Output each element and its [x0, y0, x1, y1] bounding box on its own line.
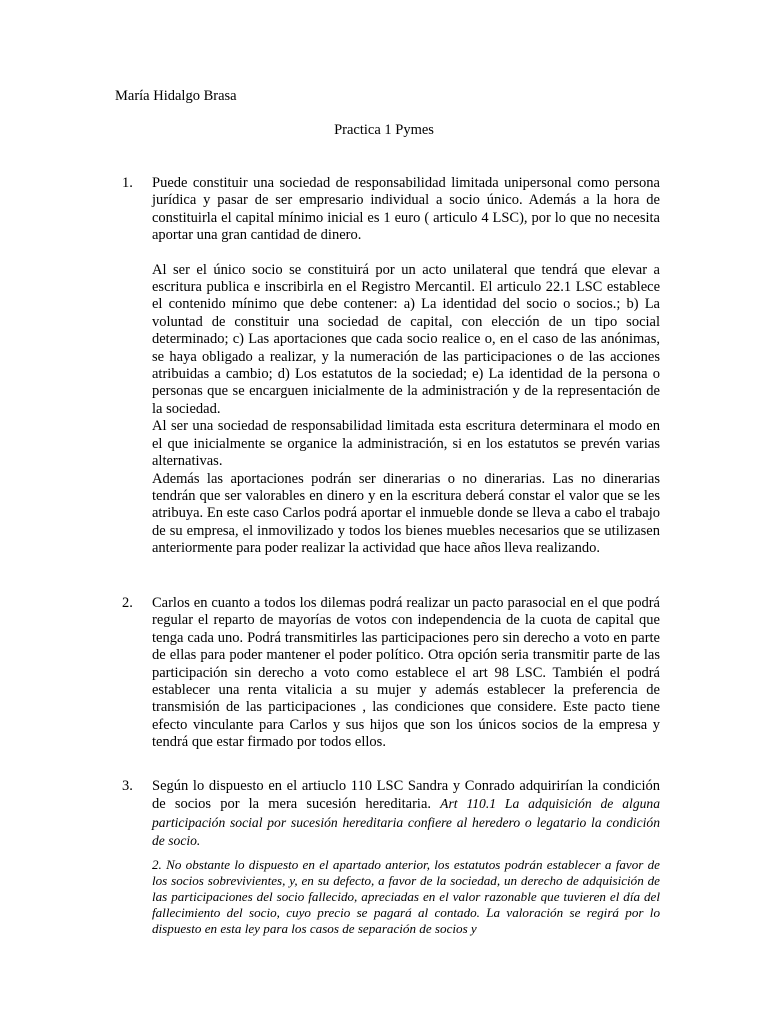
paragraph-text: Según lo dispuesto en el artiuclo 110 LSC Sandra y Conrado adquirirían la condición de socios por la mera sucesión hereditaria.	[152, 778, 660, 813]
paragraph: Además las aportaciones podrán ser dinerarias o no dinerarias. Las no dinerarias tendrán que ser valorables en dinero y en la escritura deberá constar el valor que se les atribuya. En este caso Carlos podrá aportar el inmueble donde se lleva a cabo el trabajo de su empresa, el inmovilizado y todos los bienes muebles necesarios que se utilizasen anteriormente para poder realizar la actividad que hace años lleva realizando.	[152, 470, 660, 557]
list-item-body	[152, 175, 660, 558]
paragraph	[152, 778, 660, 851]
paragraph: Carlos en cuanto a todos los dilemas podrá realizar un pacto parasocial en el que podrá regular el reparto de mayorías de votos con independencia de la cuota de capital que tenga cada uno. Podrá transmitirles las participaciones pero sin derecho a voto en parte de ellas para poder mantener el poder político. Otra opción seria transmitir parte de las participación sin derecho a voto como establece el art 98 LSC. También el podrá establecer una renta vitalicia a su mujer y además establecer la preferencia de transmisión de las participaciones , las condiciones que considere. Este pacto tiene efecto vinculante para Carlos y sus hijos que son los únicos socios de la empresa y tendrá que estar firmado por todos ellos.	[152, 595, 660, 751]
paragraph: Puede constituir una sociedad de responsabilidad limitada unipersonal como persona jurídica y pasar de ser empresario individual a socio único. Además a la hora de constituirla el capital mínimo inicial es 1 euro ( articulo 4 LSC), por lo que no necesita aportar una gran cantidad de dinero.	[152, 175, 660, 244]
paragraph: Al ser una sociedad de responsabilidad limitada esta escritura determinara el modo en el que inicialmente se organice la administración, si en los estatutos se prevén varias alternativas.	[152, 418, 660, 470]
author-name: María Hidalgo Brasa	[115, 88, 237, 104]
document-title: Practica 1 Pymes	[334, 122, 434, 138]
law-citation: Art 110.1 La adquisición de alguna participación social por sucesión hereditaria confiere al heredero o legatario la condición de socio.	[152, 796, 661, 849]
list-item-body	[152, 778, 660, 937]
list-item-body	[152, 595, 660, 752]
list-item-number: 1.	[122, 175, 133, 191]
list-item-number: 3.	[122, 778, 133, 794]
law-quote: 2. No obstante lo dispuesto en el apartado anterior, los estatutos podrán establecer a favor de los socios sobrevivientes, y, en su defecto, a favor de la sociedad, un derecho de adquisición de las participaciones del socio fallecido, apreciadas en el valor razonable que tuvieren el día del fallecimiento del socio, cuyo precio se pagará al contado. La valoración se regirá por lo dispuesto en esta ley para los casos de separación de socios y	[152, 856, 660, 936]
list-item-number: 2.	[122, 595, 133, 611]
paragraph: Al ser el único socio se constituirá por un acto unilateral que tendrá que elevar a escritura publica e inscribirla en el Registro Mercantil. El articulo 22.1 LSC establece el contenido mínimo que debe contener: a) La identidad del socio o socios.; b) La voluntad de constituir una sociedad de capital, con elección de un tipo social determinado; c) Las aportaciones que cada socio realice o, en el caso de las anónimas, se haya obligado a realizar, y la numeración de las participaciones o de las acciones atribuidas a cambio; d) Los estatutos de la sociedad; e) La identidad de la persona o personas que se encarguen inicialmente de la administración y de la representación de la sociedad.	[152, 261, 660, 417]
